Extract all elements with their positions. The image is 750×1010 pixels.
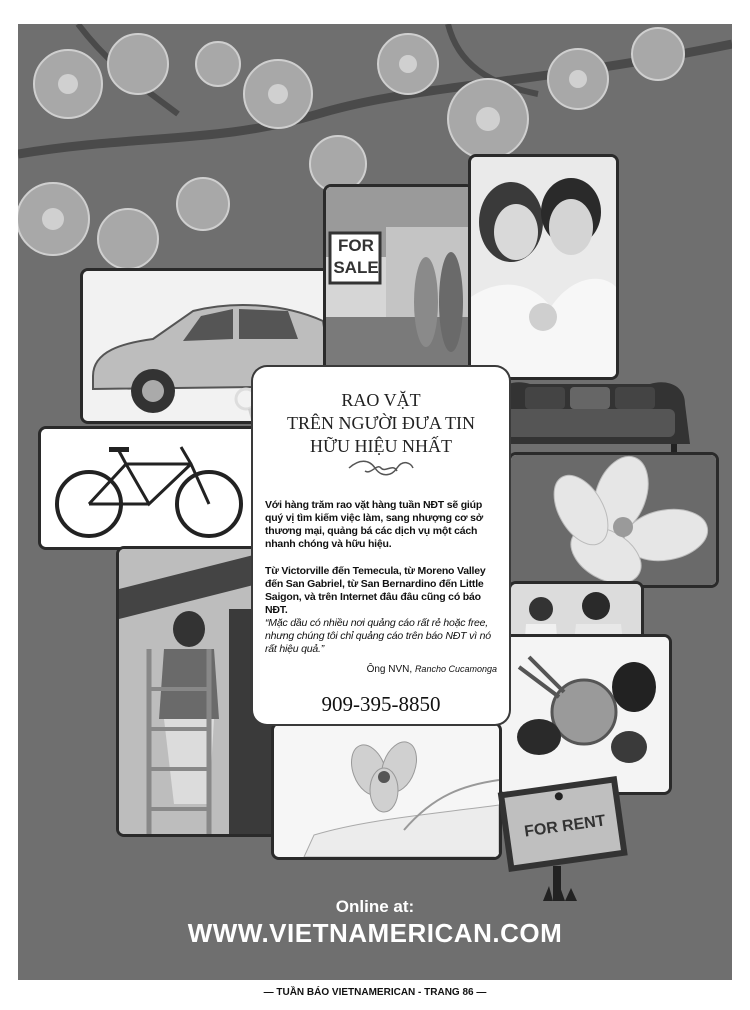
classified-ad-card (253, 367, 509, 724)
house-family-illustration (326, 187, 471, 372)
headline-line3: HỮU HIỆU NHẤT (310, 436, 452, 456)
online-label: Online at: (335, 897, 415, 916)
for-sale-sign-line2: SALE (333, 258, 379, 277)
for-rent-text: FOR RENT (523, 812, 607, 841)
signature-name: Ông NVN, (366, 664, 413, 675)
paragraph-locations: Từ Victorville đến Temecula, từ Moreno Valley đến San Gabriel, từ San Bernardino đến Little Saigon, và trên Internet đâu đâu cũng có báo NĐT. (265, 565, 486, 616)
testimonial-signature (367, 664, 497, 675)
vegetables-illustration (499, 637, 669, 792)
hands-orchid-photo (271, 722, 502, 860)
hands-orchid-illustration (274, 725, 499, 857)
paragraph-services: Với hàng trăm rao vặt hàng tuần NĐT sẽ giúp quý vị tìm kiếm việc làm, sang nhượng cơ sở thương mại, quảng bá các dịch vụ một cách nhanh chóng và hữu hiệu. (265, 499, 484, 550)
vegetables-photo (496, 634, 672, 795)
for-sale-house-photo (323, 184, 474, 375)
testimonial-quote: “Mặc dầu có nhiều nơi quảng cáo rất rẻ hoặc free, nhưng chúng tôi chỉ quảng cáo trên báo NĐT vì nó rất hiệu quả.” (265, 617, 491, 655)
phone-number: 909-395-8850 (321, 692, 441, 716)
for-sale-sign-line1: FOR (338, 236, 374, 255)
page-footer: — TUẦN BÁO VIETNAMERICAN - TRANG 86 — (263, 987, 487, 998)
plumeria-illustration (511, 455, 716, 585)
sofa-illustration (485, 369, 695, 464)
headline-line1: RAO VẶT (341, 390, 421, 410)
signature-place: Rancho Cucamonga (414, 664, 497, 674)
website-url[interactable]: WWW.VIETNAMERICAN.COM (187, 918, 563, 948)
for-rent-sign (493, 776, 633, 901)
couple-photo (468, 154, 619, 380)
ornament-divider (345, 459, 417, 477)
headline-line2: TRÊN NGƯỜI ĐƯA TIN (286, 413, 476, 433)
couple-illustration (471, 157, 616, 377)
ad-page (18, 24, 732, 980)
flower-photo (508, 452, 719, 588)
for-rent-sign-shape (493, 776, 633, 901)
